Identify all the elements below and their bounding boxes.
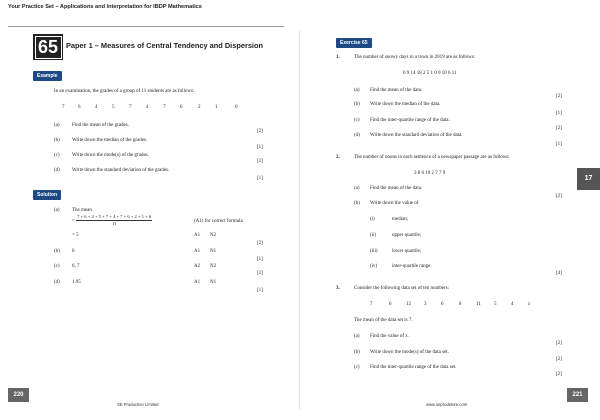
- part-letter: (b): [354, 102, 360, 107]
- part-letter: (b): [54, 138, 60, 143]
- part-text: Write down the median of the data.: [370, 102, 441, 107]
- example-data-value: 6: [235, 105, 238, 110]
- data-value: 12: [406, 302, 411, 307]
- example-data-value: 4: [95, 105, 98, 110]
- data-value: 6: [441, 302, 444, 307]
- part-marks: [1]: [556, 111, 562, 116]
- question-number: 1.: [336, 55, 340, 60]
- part-marks: [2]: [257, 271, 263, 276]
- example-data-value: 4: [146, 105, 149, 110]
- subpart-text: inter-quartile range.: [392, 264, 432, 269]
- part-marks: [2]: [556, 372, 562, 377]
- part-marks: [1]: [257, 257, 263, 262]
- mark-code: N1: [210, 249, 217, 254]
- question-text: Consider the following data set of ten numbers:: [354, 286, 450, 291]
- question-text: The mean of the data set is 7.: [354, 318, 413, 323]
- mark-code: A2: [194, 264, 201, 269]
- solution-result: = 5: [72, 233, 79, 238]
- subpart-roman: (i): [370, 217, 375, 222]
- subpart-text: lower quartile;: [392, 249, 422, 254]
- mark-code: A1: [194, 280, 201, 285]
- part-marks: [1]: [257, 288, 263, 293]
- book-header: [8, 4, 592, 18]
- part-text: Find the inter-quartile range of the data set.: [370, 365, 457, 370]
- part-letter: (b): [54, 249, 60, 254]
- solution-heading: The mean: [72, 208, 92, 213]
- subpart-roman: (ii): [370, 233, 377, 238]
- example-data-value: 6: [78, 105, 81, 110]
- subpart-text: upper quartile;: [392, 233, 422, 238]
- mark-code: N2: [210, 233, 217, 238]
- left-page-number: 220: [8, 388, 29, 402]
- solution-answer: 6: [72, 249, 75, 254]
- solution-answer: 1.95: [72, 280, 81, 285]
- subpart-roman: (iii): [370, 249, 378, 254]
- part-letter: (d): [54, 168, 60, 173]
- part-letter: (b): [354, 201, 360, 206]
- header-rule: [8, 26, 284, 27]
- part-letter: (a): [354, 334, 360, 339]
- part-text: Find the mean of the data.: [370, 88, 423, 93]
- part-text: Write down the mode(s) of the data set.: [370, 350, 449, 355]
- part-letter: (d): [354, 133, 360, 138]
- part-marks: [2]: [556, 194, 562, 199]
- example-data-value: 6: [180, 105, 183, 110]
- part-text: Find the mean of the data.: [370, 186, 423, 191]
- part-marks: [2]: [257, 129, 263, 134]
- mark-code: A1: [194, 249, 201, 254]
- solution-label: Solution: [33, 190, 61, 200]
- data-value: x: [528, 302, 531, 307]
- data-value: 3: [424, 302, 427, 307]
- part-text: Write down the mode(s) of the grades.: [72, 153, 149, 158]
- part-marks: [4]: [556, 271, 562, 276]
- data-value: 11: [476, 302, 481, 307]
- mark-code: N2: [210, 264, 217, 269]
- equals-sign: =: [72, 218, 75, 224]
- question-number: 3.: [336, 286, 340, 291]
- fraction-numerator: 7 + 6 + 4 + 5 + 7 + 4 + 7 + 6 + 2 + 1 + 6: [77, 214, 152, 219]
- solution-answer: 6, 7: [72, 264, 80, 269]
- mark-code: N1: [210, 280, 217, 285]
- question-text: The number of nouns in each sentence of a newspaper passage are as follows:: [354, 155, 510, 160]
- part-marks: [1]: [556, 142, 562, 147]
- part-letter: (d): [54, 280, 60, 285]
- part-letter: (c): [54, 153, 60, 158]
- part-letter: (a): [354, 186, 360, 191]
- example-intro: In an examination, the grades of a group of 11 students are as follows:: [54, 89, 195, 94]
- chapter-side-tab: 17: [577, 168, 600, 190]
- part-text: Write down the median of the grades.: [72, 138, 148, 143]
- chapter-number-badge: 65: [33, 34, 63, 60]
- mean-fraction: [72, 214, 152, 227]
- part-letter: (b): [354, 350, 360, 355]
- data-value: 7: [370, 302, 373, 307]
- fraction: [76, 214, 152, 227]
- exercise-label: Exercise 65: [336, 38, 372, 48]
- part-marks: [2]: [257, 159, 263, 164]
- part-text: Find the inter-quartile range of the data.: [370, 118, 450, 123]
- part-letter: (a): [354, 88, 360, 93]
- part-text: Write down the value of: [370, 201, 419, 206]
- part-text: Write down the standard deviation of the data.: [370, 133, 463, 138]
- example-data-value: 5: [112, 105, 115, 110]
- part-letter: (c): [54, 264, 60, 269]
- part-text: Find the value of x .: [370, 334, 411, 339]
- part-letter: (c): [354, 118, 360, 123]
- mark-code: A1: [194, 233, 201, 238]
- part-letter: (a): [54, 208, 60, 213]
- question-data: 3 8 6 10 2 7 7 9: [414, 171, 446, 176]
- part-letter: (c): [354, 365, 360, 370]
- part-text: Find the mean of the grades.: [72, 123, 129, 128]
- data-value: 4: [511, 302, 514, 307]
- question-text: The number of snowy days in a town in 2019 are as follows:: [354, 55, 476, 60]
- part-marks: [2]: [556, 357, 562, 362]
- part-marks: [1]: [257, 176, 263, 181]
- question-data: 0 9 14 18 2 5 1 0 0 10 6 11: [403, 71, 457, 76]
- example-label: Example: [33, 71, 62, 81]
- question-number: 2.: [336, 155, 340, 160]
- example-data-value: 7: [62, 105, 65, 110]
- fraction-denominator: 11: [111, 221, 117, 226]
- data-value: 5: [494, 302, 497, 307]
- page-gutter: [299, 30, 300, 410]
- example-data-value: 7: [163, 105, 166, 110]
- part-marks: [2]: [556, 341, 562, 346]
- part-marks: [1]: [257, 145, 263, 150]
- part-marks: [2]: [257, 241, 263, 246]
- chapter-title: Paper 1 – Measures of Central Tendency and Dispersion: [66, 41, 264, 50]
- example-data-value: 2: [198, 105, 201, 110]
- subpart-roman: (iv): [370, 264, 378, 269]
- publisher-url: www.seprodstore.com: [426, 402, 468, 407]
- part-marks: [2]: [556, 94, 562, 99]
- mark-scheme-note: (A1) for correct formula: [194, 219, 243, 224]
- example-data-value: 1: [215, 105, 218, 110]
- example-data-value: 7: [129, 105, 132, 110]
- publisher-name: SE Production Limited: [117, 402, 159, 407]
- right-page-number: 221: [567, 388, 588, 402]
- data-value: 6: [389, 302, 392, 307]
- data-value: 8: [459, 302, 462, 307]
- part-marks: [2]: [556, 126, 562, 131]
- part-text: Write down the standard deviation of the grades.: [72, 168, 170, 173]
- part-letter: (a): [54, 123, 60, 128]
- subpart-text: median;: [392, 217, 409, 222]
- book-title: Your Practice Set – Applications and Interpretation for IBDP Mathematics: [8, 4, 202, 10]
